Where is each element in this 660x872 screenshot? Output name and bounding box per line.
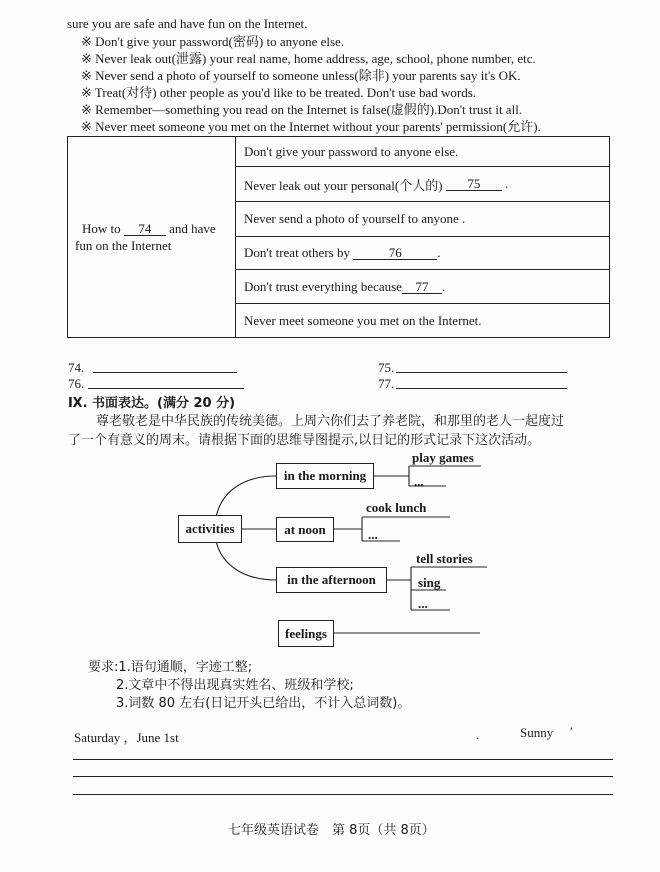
- section-prompt: 了一个有意义的周末。请根据下面的思维导图提示,以日记的形式记录下这次活动。: [68, 433, 541, 448]
- section-prompt: 尊老敬老是中华民族的传统美德。上周六你们去了养老院，和那里的老人一起度过: [96, 414, 565, 429]
- table-left-cell: [68, 137, 236, 337]
- row-text: .: [441, 278, 446, 294]
- diary-weather: Sunny: [520, 725, 554, 740]
- mindmap-leaf-ellipsis: ...: [418, 596, 428, 611]
- row-text: Never send a photo of yourself to anyone .: [244, 211, 466, 226]
- answer-label-77: 77.: [378, 376, 395, 391]
- writing-line[interactable]: [73, 759, 613, 760]
- table-row: [236, 269, 609, 303]
- row-text: Never meet someone you met on the Internet.: [244, 312, 482, 328]
- answer-line-76[interactable]: [88, 388, 244, 389]
- blank-77[interactable]: 77: [402, 280, 442, 294]
- blank-74[interactable]: 74: [124, 222, 166, 236]
- mindmap-leaf-tell-stories: tell stories: [416, 551, 473, 566]
- answer-label-74: 74.: [68, 360, 85, 375]
- row-text: .: [437, 245, 441, 260]
- rule-item: ※ Remember—something you read on the Internet is false(虚假的).Don't trust it all.: [81, 102, 523, 117]
- mindmap-leaf-cook-lunch: cook lunch: [366, 500, 427, 515]
- mindmap-node-morning: in the morning: [276, 463, 374, 489]
- requirement-item: 要求:1.语句通顺，字迹工整;: [88, 660, 253, 675]
- rule-item: ※ Never leak out(泄露) your real name, home address, age, school, phone number, etc.: [81, 51, 536, 66]
- answer-label-76: 76.: [68, 376, 85, 391]
- blank-76[interactable]: 76: [353, 246, 437, 260]
- answer-label-75: 75.: [378, 360, 395, 375]
- diary-date: Saturday ，June 1st: [74, 730, 179, 745]
- section-heading: Ⅸ. 书面表达。(满分 20 分): [68, 396, 236, 411]
- row-text: Don't treat others by: [244, 245, 350, 260]
- table-row: [236, 137, 609, 166]
- row-text: Never leak out your personal(个人的): [244, 177, 443, 193]
- row-text: Don't trust everything because: [244, 278, 402, 294]
- blank-75[interactable]: 75: [446, 177, 502, 191]
- requirement-item: 2.文章中不得出现真实姓名、班级和学校;: [116, 678, 354, 693]
- table-row: [236, 303, 609, 337]
- page-footer: 七年级英语试卷 第 8页（共 8页）: [228, 823, 435, 838]
- mindmap-leaf-ellipsis: ...: [368, 527, 378, 542]
- mindmap-node-afternoon: in the afternoon: [276, 567, 387, 593]
- rule-item: ※ Never send a photo of yourself to someone unless(除非) your parents say it's OK.: [81, 68, 521, 83]
- mindmap-node-noon: at noon: [276, 517, 334, 542]
- row-text: Don't give your password to anyone else.: [244, 143, 459, 159]
- answer-line-74[interactable]: [93, 372, 237, 373]
- writing-line[interactable]: [73, 776, 613, 777]
- rule-item: ※ Treat(对待) other people as you'd like to be treated. Don't use bad words.: [81, 85, 477, 100]
- left-text: and have: [169, 221, 216, 236]
- requirement-item: 3.词数 80 左右(日记开头已给出，不计入总词数)。: [116, 696, 411, 711]
- left-text-line2: fun on the Internet: [75, 238, 172, 253]
- table-row: [236, 201, 609, 236]
- mindmap-center-activities: activities: [178, 515, 242, 543]
- left-text: How to: [82, 221, 121, 236]
- mindmap-leaf-sing: sing: [418, 575, 441, 590]
- diary-mark: ′: [570, 724, 573, 739]
- answer-line-75[interactable]: [396, 372, 567, 373]
- diary-mark: .: [476, 727, 480, 742]
- summary-table: [67, 136, 610, 338]
- row-text: .: [505, 176, 509, 191]
- table-row: [236, 236, 609, 269]
- writing-line[interactable]: [73, 794, 613, 795]
- mindmap-node-feelings: feelings: [278, 620, 334, 647]
- mindmap-leaf-ellipsis: ...: [414, 474, 424, 489]
- answer-line-77[interactable]: [396, 388, 567, 389]
- rule-item: ※ Never meet someone you met on the Internet without your parents' permission(允许).: [81, 119, 541, 134]
- rule-item: ※ Don't give your password(密码) to anyone else.: [81, 34, 345, 49]
- mindmap-leaf-play-games: play games: [412, 450, 474, 465]
- table-row: [236, 166, 609, 201]
- intro-line: sure you are safe and have fun on the Internet.: [67, 16, 308, 31]
